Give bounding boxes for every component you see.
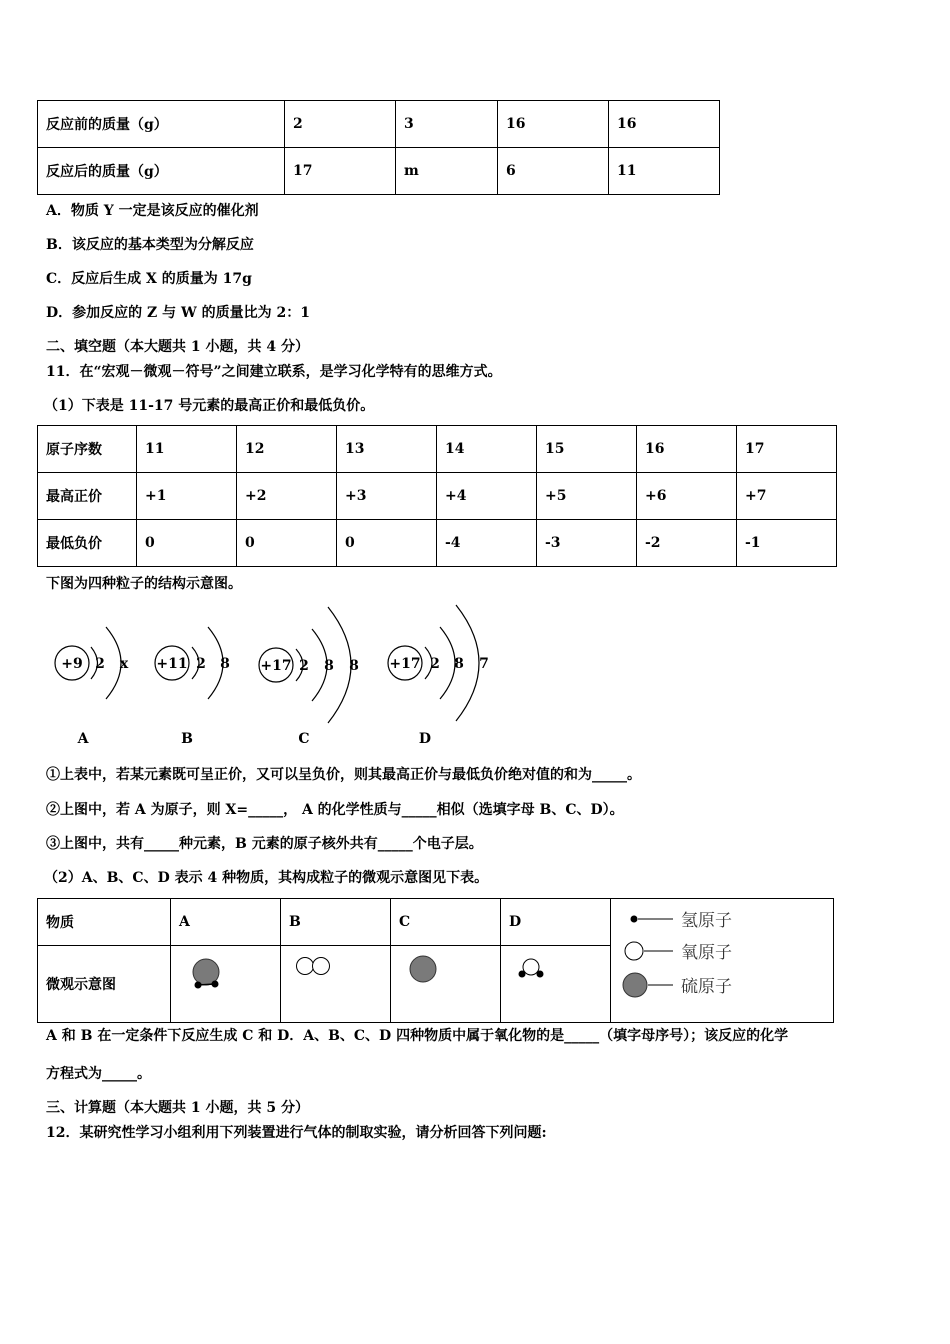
valence-cell: 11: [137, 426, 237, 473]
molecule-d-cell: [501, 946, 611, 1023]
mass-row-label: 反应前的质量（g）: [38, 101, 285, 148]
particle-c: [259, 607, 359, 747]
mass-cell: 2: [285, 101, 396, 148]
molecule-b-cell: [281, 946, 391, 1023]
molecule-b-o2: [281, 946, 390, 1018]
particle-label: B: [181, 731, 193, 747]
molecule-a-h2s: [171, 946, 280, 1018]
mass-cell: 6: [498, 148, 609, 195]
mass-cell: m: [396, 148, 498, 195]
particle-b: [155, 627, 230, 747]
valence-cell: -2: [637, 520, 737, 567]
nucleus-charge-c: +17: [260, 658, 292, 674]
valence-cell: 0: [237, 520, 337, 567]
mass-cell: 11: [609, 148, 720, 195]
valence-cell: +7: [737, 473, 837, 520]
particle-label: C: [298, 731, 310, 747]
diagram-row-label: 微观示意图: [38, 946, 171, 1023]
diagram-intro: 下图为四种粒子的结构示意图。: [46, 576, 242, 592]
valence-cell: +5: [537, 473, 637, 520]
hydrogen-atom-icon: [631, 915, 638, 922]
mass-cell: 3: [396, 101, 498, 148]
shell-electrons: 8: [349, 658, 359, 674]
mass-cell: 16: [609, 101, 720, 148]
valence-cell: -3: [537, 520, 637, 567]
shell-electrons: 8: [324, 658, 334, 674]
valence-cell: -4: [437, 520, 537, 567]
valence-cell: 12: [237, 426, 337, 473]
sulfur-atom-icon: [623, 973, 647, 997]
shell-electrons: 7: [479, 656, 489, 672]
shell-electrons: x: [119, 656, 129, 672]
legend-svg: [611, 901, 833, 1021]
mass-cell: 17: [285, 148, 396, 195]
valence-cell: 0: [137, 520, 237, 567]
shell-electrons: 2: [299, 658, 309, 674]
question-11: 11．在“宏观－微观－符号”之间建立联系，是学习化学特有的思维方式。: [46, 364, 502, 380]
legend-hydrogen: 氢原子: [681, 910, 732, 931]
valence-cell: 0: [337, 520, 437, 567]
question-11-part1: （1）下表是 11-17 号元素的最高正价和最低负价。: [44, 398, 375, 414]
nucleus-charge-a: +9: [61, 656, 83, 672]
valence-cell: 15: [537, 426, 637, 473]
valence-cell: +3: [337, 473, 437, 520]
valence-cell: 17: [737, 426, 837, 473]
particle-label: D: [418, 731, 432, 747]
substance-col-d: D: [501, 899, 611, 946]
particle-diagrams: [0, 595, 520, 755]
valence-cell: +6: [637, 473, 737, 520]
substance-table: [37, 898, 834, 1023]
valence-cell: 16: [637, 426, 737, 473]
question-11-tail-1: A 和 B 在一定条件下反应生成 C 和 D．A、B、C、D 四种物质中属于氧化物的是_____（填字母序号）；该反应的化学: [46, 1028, 789, 1044]
legend-oxygen: 氧原子: [681, 942, 732, 963]
particle-a: [55, 627, 129, 747]
mass-cell: 16: [498, 101, 609, 148]
molecule-c-s: [391, 946, 500, 1018]
substance-col-b: B: [281, 899, 391, 946]
option-b: B．该反应的基本类型为分解反应: [46, 237, 254, 253]
nucleus-charge-d: +17: [389, 656, 421, 672]
molecule-a-cell: [171, 946, 281, 1023]
valence-cell: +1: [137, 473, 237, 520]
question-11-part2: （2）A、B、C、D 表示 4 种物质，其构成粒子的微观示意图见下表。: [44, 870, 489, 886]
valence-row-label: 最低负价: [38, 520, 137, 567]
shell-electrons: 2: [95, 656, 105, 672]
shell-electrons: 2: [196, 656, 206, 672]
valence-row-label: 原子序数: [38, 426, 137, 473]
option-d: D．参加反应的 Z 与 W 的质量比为 2：1: [46, 305, 310, 321]
valence-cell: 14: [437, 426, 537, 473]
shell-electrons: 8: [454, 656, 464, 672]
valence-row-label: 最高正价: [38, 473, 137, 520]
valence-cell: 13: [337, 426, 437, 473]
mass-row-label: 反应后的质量（g）: [38, 148, 285, 195]
valence-table: [37, 425, 837, 567]
section-heading-fill: 二、填空题（本大题共 1 小题，共 4 分）: [46, 339, 309, 355]
question-11-item-2: ②上图中，若 A 为原子，则 X=_____， A 的化学性质与_____相似（选填字母 B、C、D）。: [46, 802, 624, 818]
question-12: 12．某研究性学习小组利用下列装置进行气体的制取实验，请分析回答下列问题:: [46, 1125, 547, 1141]
valence-cell: +2: [237, 473, 337, 520]
substance-col-c: C: [391, 899, 501, 946]
particle-label: A: [77, 731, 89, 747]
question-11-item-1: ①上表中，若某元素既可呈正价，又可以呈负价，则其最高正价与最低负价绝对值的和为_____。: [46, 767, 641, 783]
molecule-d-h2o: [501, 946, 610, 1018]
option-c: C．反应后生成 X 的质量为 17g: [46, 271, 252, 287]
substance-col-a: A: [171, 899, 281, 946]
mass-table: [37, 100, 720, 195]
oxygen-atom-icon: [625, 942, 643, 960]
valence-cell: -1: [737, 520, 837, 567]
shell-electrons: 8: [220, 656, 230, 672]
question-11-tail-2: 方程式为_____。: [46, 1066, 151, 1082]
valence-cell: +4: [437, 473, 537, 520]
legend-sulfur: 硫原子: [681, 976, 732, 997]
section-heading-calc: 三、计算题（本大题共 1 小题，共 5 分）: [46, 1100, 309, 1116]
option-a: A．物质 Y 一定是该反应的催化剂: [46, 203, 259, 219]
nucleus-charge-b: +11: [156, 656, 188, 672]
atom-legend: [611, 899, 834, 1023]
molecule-c-cell: [391, 946, 501, 1023]
particle-d: [388, 605, 489, 747]
substance-header: 物质: [38, 899, 171, 946]
shell-electrons: 2: [430, 656, 440, 672]
question-11-item-3: ③上图中，共有_____种元素，B 元素的原子核外共有_____个电子层。: [46, 836, 483, 852]
